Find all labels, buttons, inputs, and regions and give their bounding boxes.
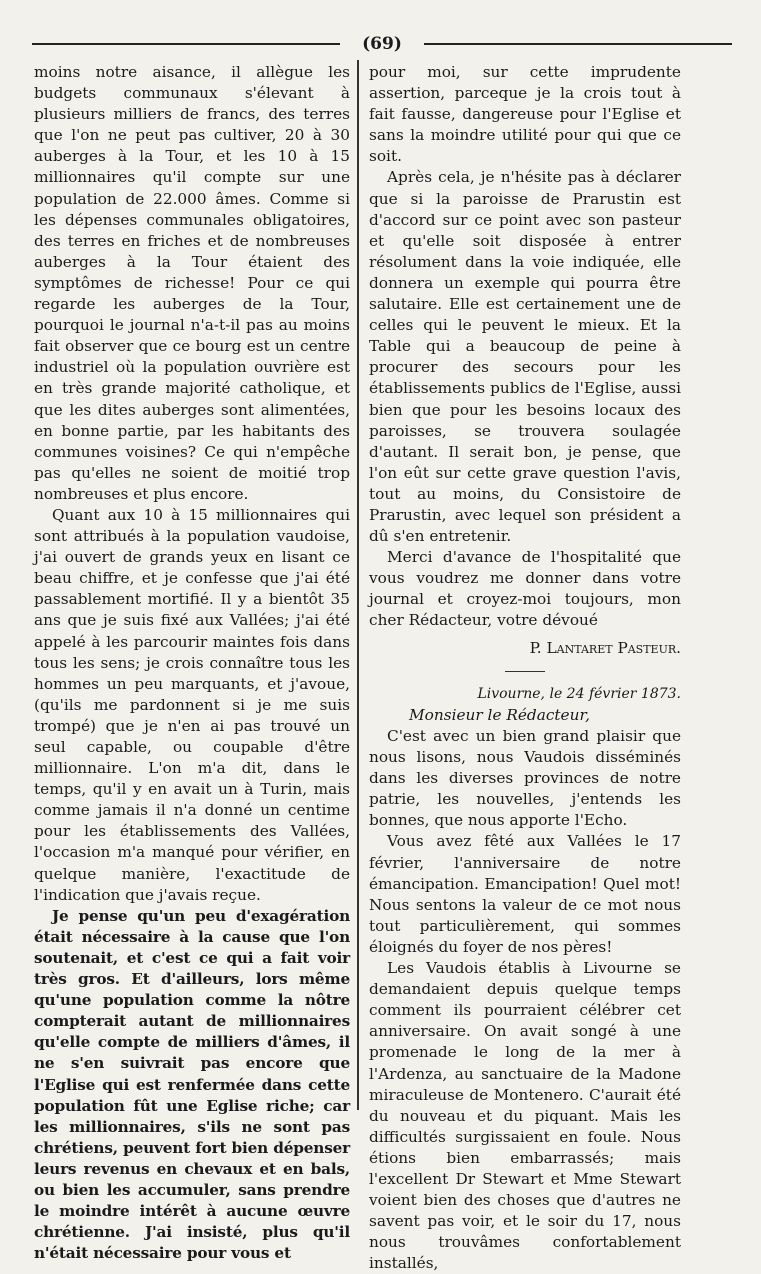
column-divider [357,60,359,1110]
signature-text: P. Lantaret Pasteur. [529,638,681,657]
left-paragraph-1: moins notre aisance, il allègue les budgets communaux s'élevant à plusieurs milliers de francs, des terres que l'on ne peut pas cultiver, 20 à 30 auberges à la Tour, et les 10 à 15 millionnaires qu'il compte sur une population de 22.000 âmes. Comme si les dépenses communales obligatoires, des terres en friches et de nombreuses auberges à la Tour étaient des symptômes de richesse! Pour ce qui regarde les auberges de la Tour, pourquoi le journal n'a-t-il pas au moins fait observer que ce bourg est un centre industriel où la population ouvrière est en très grande majorité catholique, et que les dites auberges sont alimentées, en bonne partie, par les habitants des communes voisines? Ce qui n'empêche pas qu'elles ne soient de moitié trop nombreuses et plus encore. [34,63,350,503]
letter-paragraph-2: Vous avez fêté aux Vallées le 17 février, l'anniversaire de notre émancipation. Emancipation! Quel mot! Nous sentons la valeur de ce mot nous tout particulièrement, qui sommes éloignés du foyer de nos pères! [369,832,681,956]
dateline: Livourne, le 24 février 1873. [477,685,681,702]
left-column [34,62,350,1264]
right-column [369,62,681,1274]
letter-paragraph-1: C'est avec un bien grand plaisir que nous lisons, nous Vaudois disséminés dans les diverses provinces de notre patrie, les nouvelles, j'entends les bonnes, que nous apporte l'Echo. [369,727,681,830]
page-header [32,34,732,54]
right-paragraph-1: pour moi, sur cette imprudente assertion, parceque je la crois tout à fait fausse, dangereuse pour l'Eglise et sans la moindre utilité pour qui que ce soit. [369,63,681,166]
page-number: (69) [362,34,402,54]
letter-paragraph-3: Les Vaudois établis à Livourne se demandaient depuis quelque temps comment ils pourraient célébrer cet anniversaire. On avait songé à une promenade le long de la mer à l'Ardenza, au sanctuaire de la Madone miraculeuse de Montenero. C'aurait été du nouveau et du piquant. Mais les difficultés surgissaient en foule. Nous étions bien embarrassés; mais l'excellent Dr Stewart et Mme Stewart voient bien des choses que d'autres ne savent pas voir, et le soir du 17, nous nous trouvâmes confortablement installés, [369,959,681,1273]
salutation: Monsieur le Rédacteur, [409,705,590,724]
left-paragraph-3: Je pense qu'un peu d'exagération était nécessaire à la cause que l'on soutenait, et c'est ce qui a fait voir très gros. Et d'ailleurs, lors même qu'une population comme la nôtre compterait autant de millionnaires qu'elle compte de milliers d'âmes, il ne s'en suivrait pas encore que l'Eglise qui est renfermée dans cette population fût une Eglise riche; car les millionnaires, s'ils ne sont pas chrétiens, peuvent fort bien dépenser leurs revenus en chevaux et en bals, ou bien les accumuler, sans prendre le moindre intérêt à aucune œuvre chrétienne. J'ai insisté, plus qu'il n'était nécessaire pour vous et [34,906,350,1263]
signature [369,638,681,659]
section-separator [505,671,545,672]
header-rule-left [32,43,340,45]
header-rule-right [424,43,732,45]
right-paragraph-2: Après cela, je n'hésite pas à déclarer que si la paroisse de Prarustin est d'accord sur ce point avec son pasteur et qu'elle soit disposée à entrer résolument dans la voie indiquée, elle donnera un exemple qui pourra être salutaire. Elle est certainement une de celles qui le peuvent le mieux. Et la Table qui a beaucoup de peine à procurer des secours pour les établissements publics de l'Eglise, aussi bien que pour les besoins locaux des paroisses, se trouvera soulagée d'autant. Il serait bon, je pense, que l'on eût sur cette grave question l'avis, tout au moins, du Consistoire de Prarustin, avec lequel son président a dû s'en entretenir. [369,168,681,546]
left-paragraph-2: Quant aux 10 à 15 millionnaires qui sont attribués à la population vaudoise, j'ai ouvert de grands yeux en lisant ce beau chiffre, et je confesse que j'ai été passablement mortifié. Il y a bientôt 35 ans que je suis fixé aux Vallées; j'ai été appelé à les parcourir maintes fois dans tous les sens; je crois connaître tous les hommes un peu marquants, et j'avoue, (qu'ils me pardonnent si je me suis trompé) que je n'en ai pas trouvé un seul capable, ou coupable d'être millionnaire. L'on m'a dit, dans le temps, qu'il y en avait un à Turin, mais comme jamais il n'a donné un centime pour les établissements des Vallées, l'occasion m'a manqué pour vérifier, en quelque manière, l'exactitude de l'indication que j'avais reçue. [34,505,350,904]
right-paragraph-3: Merci d'avance de l'hospitalité que vous voudrez me donner dans votre journal et croyez-moi toujours, mon cher Rédacteur, votre dévoué [369,548,681,630]
